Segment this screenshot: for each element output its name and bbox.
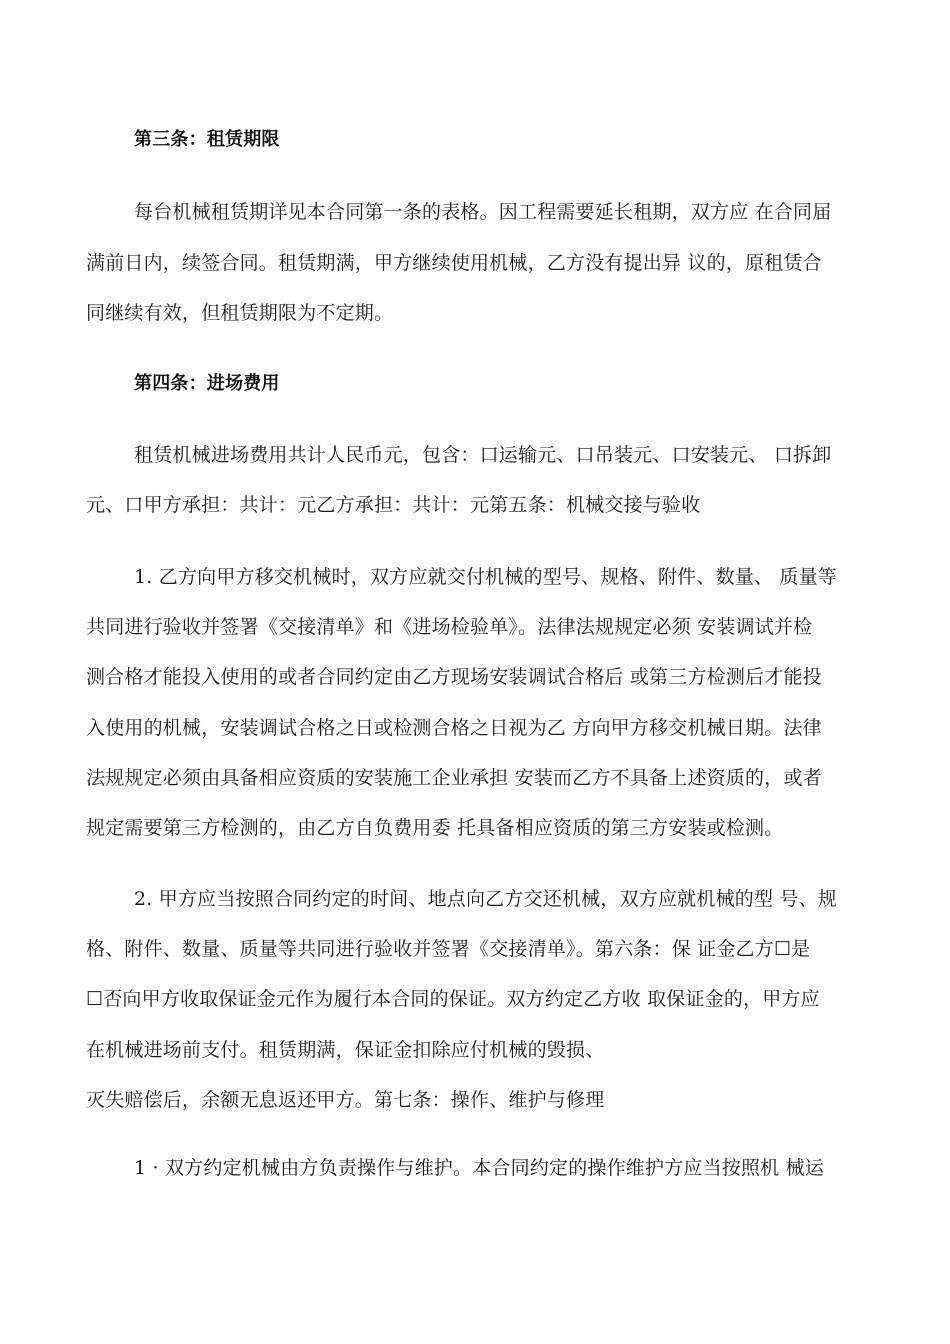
clause-1-line-4: 入使用的机械，安装调试合格之日或检测合格之日视为乙 方向甲方移交机械日期。法律: [86, 717, 822, 739]
clause-1-line-6: 规定需要第三方检测的，由乙方自负费用委 托具备相应资质的第三方安装或检测。: [86, 817, 784, 839]
section-3-line-3: 同继续有效，但租赁期限为不定期。: [86, 302, 394, 324]
section-4-heading: 第四条：进场费用: [134, 373, 280, 394]
clause-1-line-2: 共同进行验收并签署《交接清单》和《进场检验单》。法律法规规定必须 安装调试并检: [86, 616, 813, 638]
clause-2-line-2: 格、附件、数量、质量等共同进行验收并签署《交接清单》。第六条：保 证金乙方☐是: [86, 938, 811, 960]
section-3-line-2: 满前日内，续签合同。租赁期满，甲方继续使用机械，乙方没有提出异 议的，原租赁合: [86, 252, 822, 274]
section-4-line-1: 租赁机械进场费用共计人民币元，包含：口运输元、口吊装元、口安装元、 口拆卸: [134, 444, 832, 466]
clause-2-line-3: ☐否向甲方收取保证金元作为履行本合同的保证。双方约定乙方收 取保证金的，甲方应: [86, 988, 820, 1010]
clause-1-line-5: 法规规定必须由具备相应资质的安装施工企业承担 安装而乙方不具备上述资质的，或者: [86, 767, 822, 789]
clause-7-1-line-1: 1 · 双方约定机械由方负责操作与维护。本合同约定的操作维护方应当按照机 械运: [134, 1157, 825, 1179]
clause-2-line-5: 灭失赔偿后，余额无息返还甲方。第七条：操作、维护与修理: [86, 1089, 605, 1111]
clause-2-line-1: 2. 甲方应当按照合同约定的时间、地点向乙方交还机械，双方应就机械的型 号、规: [134, 888, 838, 910]
clause-1-line-3: 测合格才能投入使用的或者合同约定由乙方现场安装调试合格后 或第三方检测后才能投: [86, 666, 822, 688]
clause-1-line-1: 1. 乙方向甲方移交机械时，双方应就交付机械的型号、规格、附件、数量、 质量等: [134, 566, 838, 588]
section-4-line-2: 元、口甲方承担：共计：元乙方承担：共计：元第五条：机械交接与验收: [86, 494, 701, 516]
section-3-line-1: 每台机械租赁期详见本合同第一条的表格。因工程需要延长租期，双方应 在合同届: [134, 201, 832, 223]
clause-2-line-4: 在机械进场前支付。租赁期满，保证金扣除应付机械的毁损、: [86, 1039, 605, 1061]
section-3-heading: 第三条：租赁期限: [134, 129, 280, 150]
